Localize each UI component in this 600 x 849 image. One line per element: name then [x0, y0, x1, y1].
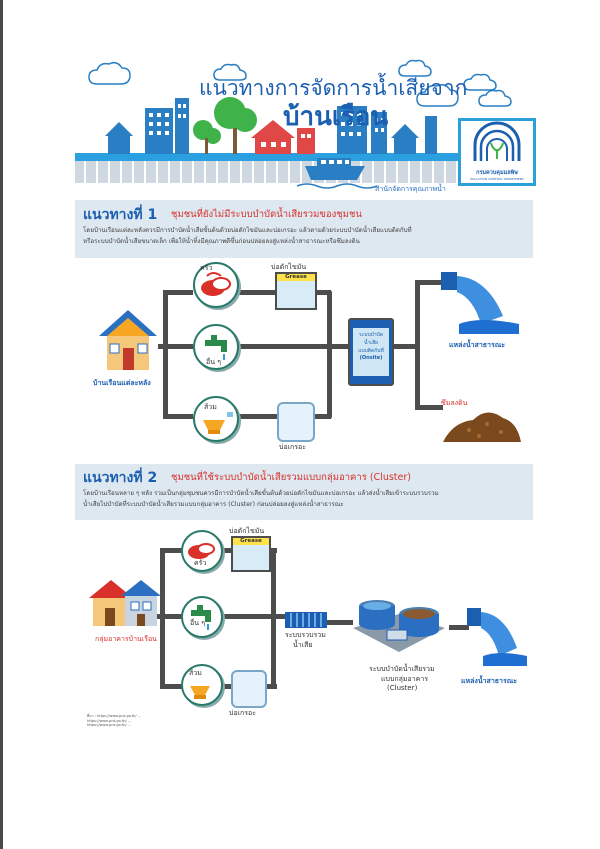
department-name: สำนักจัดการคุณภาพน้ำ	[375, 185, 446, 193]
pipe	[163, 290, 168, 418]
grease-tag: Grease	[277, 274, 315, 281]
section1-heading: แนวทางที่ 1	[83, 207, 158, 223]
grease-label: บ่อดักไขมัน	[271, 263, 307, 271]
section1-subtitle: ชุมชนที่ยังไม่มีระบบบำบัดน้ำเสียรวมของชุมชน	[171, 209, 362, 220]
water-outlet-icon	[465, 602, 529, 674]
toilet-label: ส้วม	[204, 403, 217, 411]
grease-label-2: บ่อดักไขมัน	[229, 527, 265, 535]
section1-desc-2: หรือระบบบำบัดน้ำเสียขนาดเล็ก เพื่อให้น้ำทิ้งมีคุณภาพดีขึ้นก่อนปล่อยลงสู่แหล่งน้ำสาธารณะหรือซึมลงดิน	[83, 238, 360, 245]
section1-desc-1: โดยบ้านเรือนแต่ละหลังควรมีการบำบัดน้ำเสียขั้นต้นด้วยบ่อดักไขมันและบ่อเกรอะ แล้วตามด้วยระบบบำบัดน้ำเสียแบบติดกับที่	[83, 227, 412, 234]
logo-subtext: POLLUTION CONTROL DEPARTMENT	[470, 177, 524, 181]
pipe	[163, 414, 193, 419]
kitchen-label-2: ครัว	[194, 559, 207, 567]
onsite-line-4: (Onsite)	[359, 355, 383, 361]
collection-line-1: ระบบรวบรวม	[285, 631, 326, 639]
section2-heading: แนวทางที่ 2	[83, 470, 158, 486]
footnote	[87, 714, 141, 728]
grease-tank-2	[231, 536, 271, 572]
other-circle-2	[181, 596, 223, 638]
footnote-line-2: https://www.pcd.go.th/ ...	[87, 718, 132, 723]
pipe	[233, 414, 278, 419]
toilet-circle-2	[181, 664, 223, 706]
section2-subtitle: ชุมชนที่ใช้ระบบบำบัดน้ำเสียรวมแบบกลุ่มอาคาร (Cluster)	[171, 472, 411, 483]
septic-label: บ่อเกรอะ	[279, 443, 307, 451]
soil-icon	[439, 408, 525, 444]
footnote-line-3: https://www.pcd.go.th/ ...	[87, 723, 132, 727]
onsite-line-3: แบบติดกับที่	[358, 348, 384, 354]
faucet-icon	[183, 598, 221, 636]
section2-desc-2: น้ำเสียไปบำบัดที่ระบบบำบัดน้ำเสียรวมแบบกลุ่มอาคาร (Cluster) ก่อนปล่อยลงสู่แหล่งน้ำสาธารณะ	[83, 501, 344, 508]
water-label: แหล่งน้ำสาธารณะ	[449, 341, 505, 349]
cluster-line-3: (Cluster)	[387, 684, 418, 692]
onsite-tank	[348, 318, 394, 386]
septic-tank-2	[231, 670, 267, 708]
house-group-icon	[87, 576, 163, 630]
pipe	[271, 548, 276, 689]
septic-tank	[277, 402, 315, 442]
onsite-line-2: น้ำเสีย	[364, 340, 378, 346]
toilet-label-2: ส้วม	[189, 669, 202, 677]
collection-system	[285, 612, 327, 628]
onsite-line-1: ระบบบำบัด	[358, 332, 384, 338]
cluster-line-2: แบบกลุ่มอาคาร	[381, 675, 429, 683]
page	[3, 0, 600, 849]
title-line-2: บ้านเรือน	[283, 102, 389, 132]
collection-line-2: น้ำเสีย	[293, 641, 313, 649]
house-group-label: กลุ่มอาคารบ้านเรือน	[95, 635, 157, 643]
pipe	[415, 280, 420, 410]
pipe	[233, 290, 278, 295]
house-icon	[95, 306, 161, 376]
cluster-plant-icon	[349, 584, 449, 658]
kitchen-label: ครัว	[200, 264, 213, 272]
soil-label: ซึมลงดิน	[441, 399, 468, 407]
house-label: บ้านเรือนแต่ละหลัง	[93, 379, 151, 387]
grease-tag-2: Grease	[233, 538, 269, 545]
water-label-2: แหล่งน้ำสาธารณะ	[461, 677, 517, 685]
section2-desc-1: โดยบ้านเรือนหลาย ๆ หลัง รวมเป็นกลุ่มชุมชนควรมีการบำบัดน้ำเสียขั้นต้นด้วยบ่อดักไขมันและบ่อเกรอะ แล้วส่งน้ำเสียเข้าระบบรวบรวม	[83, 490, 439, 497]
title-line-1: แนวทางการจัดการน้ำเสียจาก	[199, 76, 468, 100]
pipe	[163, 290, 193, 295]
other-label-2: อื่น ๆ	[190, 619, 205, 627]
water-outlet-icon	[439, 268, 523, 348]
pipe	[327, 290, 332, 419]
septic-label-2: บ่อเกรอะ	[229, 709, 257, 717]
footnote-line-1: ที่มา : https://www.pcd.go.th/ ...	[87, 714, 142, 718]
cluster-line-1: ระบบบำบัดน้ำเสียรวม	[369, 665, 435, 673]
pcd-logo-icon	[461, 121, 533, 165]
logo-box	[458, 118, 536, 186]
grease-tank	[275, 272, 317, 310]
logo-text: กรมควบคุมมลพิษ	[476, 170, 518, 176]
other-label: อื่น ๆ	[206, 358, 221, 366]
